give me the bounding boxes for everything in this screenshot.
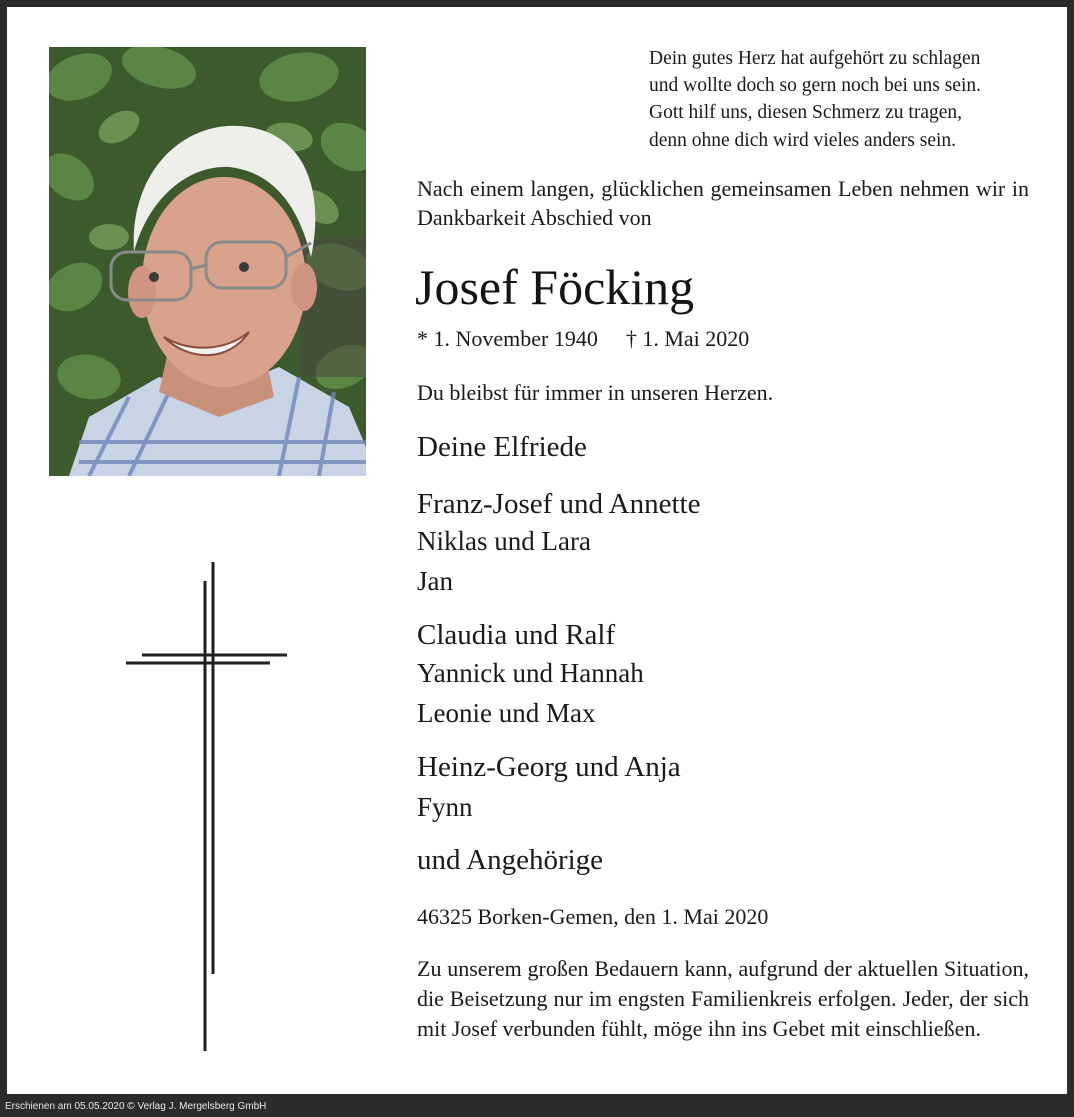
poem-line: Gott hilf uns, diesen Schmerz zu tragen, bbox=[649, 102, 962, 123]
family-group-parents: Claudia und Ralf bbox=[417, 619, 616, 651]
family-relatives: und Angehörige bbox=[417, 844, 604, 876]
motto: Du bleibst für immer in unseren Herzen. bbox=[417, 380, 774, 405]
family-group-child: Leonie und Max bbox=[417, 698, 596, 728]
death-date: † 1. Mai 2020 bbox=[625, 326, 750, 351]
poem-line: denn ohne dich wird vieles anders sein. bbox=[649, 130, 957, 151]
family-group-child: Fynn bbox=[417, 792, 473, 822]
publication-footer: Erschienen am 05.05.2020 © Verlag J. Mergelsberg GmbH bbox=[5, 1101, 267, 1112]
family-group-parents: Heinz-Georg und Anja bbox=[417, 751, 681, 783]
family-group-child: Yannick und Hannah bbox=[417, 658, 644, 688]
family-spouse: Deine Elfriede bbox=[417, 431, 587, 463]
life-dates bbox=[417, 325, 749, 353]
burial-notice: Zu unserem großen Bedauern kann, aufgrund der aktuellen Situation, die Beisetzung nur im engsten Familienkreis erfolgen. Jeder, der sich mit Josef verbunden fühlt, möge ihn ins Gebet mit einschließen. bbox=[417, 956, 1029, 1041]
place-date: 46325 Borken-Gemen, den 1. Mai 2020 bbox=[417, 904, 769, 929]
portrait-photo bbox=[49, 47, 366, 476]
deceased-name: Josef Föcking bbox=[415, 259, 695, 315]
cross-icon bbox=[117, 559, 287, 1064]
family-group-child: Niklas und Lara bbox=[417, 526, 591, 556]
family-group-parents: Franz-Josef und Annette bbox=[417, 488, 701, 520]
obituary-card bbox=[7, 7, 1067, 1094]
family-group-child: Jan bbox=[417, 566, 453, 596]
intro-text: Nach einem langen, glücklichen gemeinsamen Leben nehmen wir in Dankbarkeit Abschied von bbox=[417, 176, 1029, 230]
poem bbox=[649, 45, 981, 154]
poem-line: und wollte doch so gern noch bei uns sein. bbox=[649, 75, 981, 96]
poem-line: Dein gutes Herz hat aufgehört zu schlagen bbox=[649, 48, 981, 69]
birth-date: * 1. November 1940 bbox=[417, 326, 598, 351]
